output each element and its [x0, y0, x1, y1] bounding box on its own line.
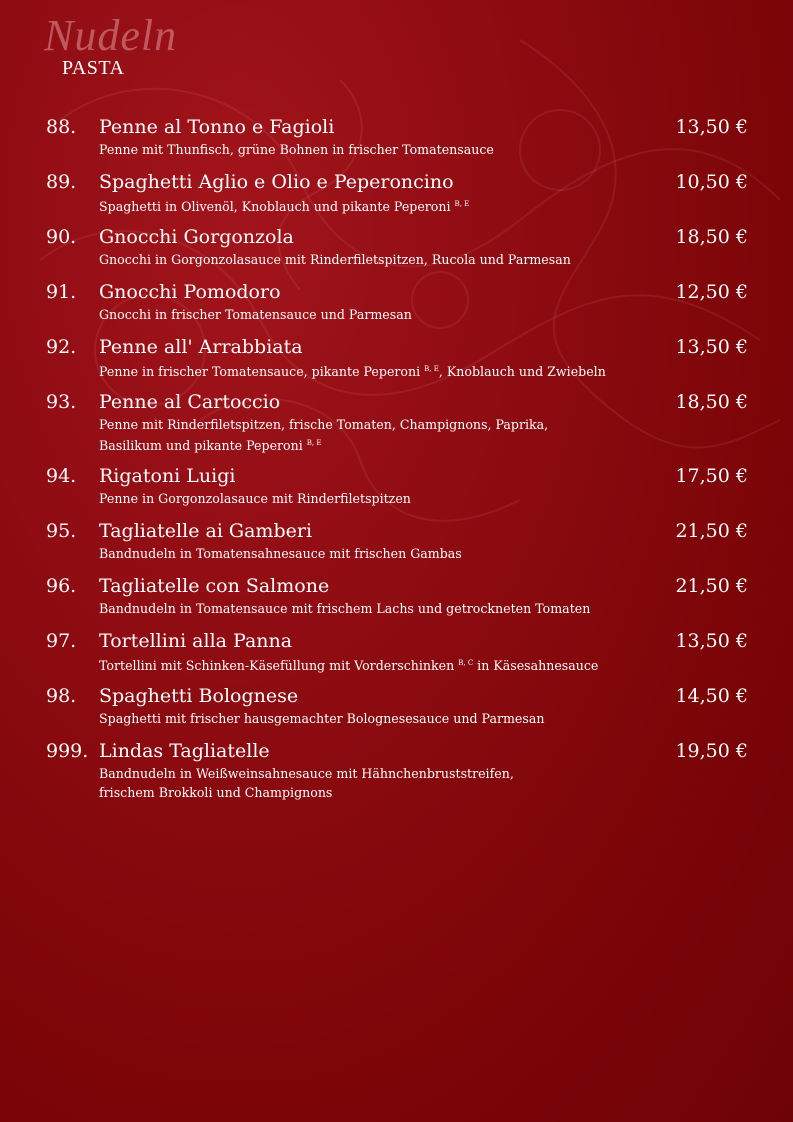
item-price: 21,50 € — [675, 520, 748, 542]
item-number: 90. — [46, 226, 77, 248]
item-description — [99, 415, 679, 455]
item-price: 18,50 € — [675, 226, 748, 248]
item-description-text: Bandnudeln in Tomatensahnesauce mit frischen Gambas — [99, 546, 462, 561]
item-description-text: in Käsesahnesauce — [473, 658, 599, 674]
item-price: 19,50 € — [675, 740, 748, 762]
item-number: 999. — [46, 740, 89, 762]
item-description-text: Bandnudeln in Tomatensauce mit frischem Lachs und getrockneten Tomaten — [99, 601, 591, 616]
item-name: Penne al Cartoccio — [99, 391, 281, 413]
item-number: 96. — [46, 575, 77, 597]
item-name: Spaghetti Aglio e Olio e Peperoncino — [99, 171, 454, 193]
item-description-text: Basilikum und pikante Peperoni — [99, 438, 303, 454]
item-name: Tagliatelle ai Gamberi — [99, 520, 313, 542]
item-number: 91. — [46, 281, 77, 303]
item-name: Penne all' Arrabbiata — [99, 336, 303, 358]
item-description — [99, 195, 679, 216]
item-name: Spaghetti Bolognese — [99, 685, 299, 707]
item-number: 94. — [46, 465, 77, 487]
item-description-text: Penne mit Thunfisch, grüne Bohnen in frischer Tomatensauce — [99, 142, 494, 157]
item-description — [99, 709, 679, 728]
item-number: 92. — [46, 336, 77, 358]
item-price: 13,50 € — [675, 630, 748, 652]
item-price: 10,50 € — [675, 171, 748, 193]
item-description — [99, 250, 679, 269]
item-number: 89. — [46, 171, 77, 193]
item-name: Gnocchi Gorgonzola — [99, 226, 294, 248]
item-description-text: Penne in frischer Tomatensauce, pikante Peperoni — [99, 364, 421, 380]
script-title: Nudeln — [44, 11, 178, 60]
item-name: Penne al Tonno e Fagioli — [99, 116, 335, 138]
item-description-text: Spaghetti in Olivenöl, Knoblauch und pikante Peperoni — [99, 199, 451, 215]
item-description-text: Penne in Gorgonzolasauce mit Rinderfiletspitzen — [99, 491, 411, 506]
item-name: Gnocchi Pomodoro — [99, 281, 281, 303]
item-name: Tagliatelle con Salmone — [99, 575, 330, 597]
item-price: 21,50 € — [675, 575, 748, 597]
item-number: 98. — [46, 685, 77, 707]
item-description-text: , Knoblauch und Zwiebeln — [438, 364, 606, 380]
item-price: 14,50 € — [675, 685, 748, 707]
item-price: 12,50 € — [675, 281, 748, 303]
item-price: 13,50 € — [675, 336, 748, 358]
section-title: PASTA — [62, 57, 125, 79]
item-name: Rigatoni Luigi — [99, 465, 236, 487]
item-description-text: Gnocchi in Gorgonzolasauce mit Rinderfiletspitzen, Rucola und Parmesan — [99, 252, 571, 267]
item-description-text: frischem Brokkoli und Champignons — [99, 785, 333, 800]
item-description-text: Spaghetti mit frischer hausgemachter Bolognesesauce und Parmesan — [99, 711, 545, 726]
allergen-note: B, E — [424, 365, 439, 373]
item-description — [99, 140, 679, 159]
item-description — [99, 305, 679, 324]
item-number: 95. — [46, 520, 77, 542]
allergen-note: B, E — [454, 200, 470, 208]
item-number: 88. — [46, 116, 77, 138]
item-description-text: Gnocchi in frischer Tomatensauce und Parmesan — [99, 307, 412, 322]
item-description — [99, 544, 679, 563]
item-description-text: Bandnudeln in Weißweinsahnesauce mit Hähnchenbruststreifen, — [99, 766, 514, 781]
item-number: 93. — [46, 391, 77, 413]
item-description — [99, 764, 679, 802]
item-price: 13,50 € — [675, 116, 748, 138]
item-description — [99, 599, 679, 618]
item-price: 18,50 € — [675, 391, 748, 413]
item-price: 17,50 € — [675, 465, 748, 487]
item-name: Tortellini alla Panna — [99, 630, 293, 652]
allergen-note: B, E — [306, 439, 322, 447]
item-name: Lindas Tagliatelle — [99, 740, 270, 762]
item-description — [99, 654, 679, 675]
allergen-note: B, C — [458, 659, 474, 667]
item-number: 97. — [46, 630, 77, 652]
item-description — [99, 489, 679, 508]
item-description — [99, 360, 679, 381]
item-description-text: Tortellini mit Schinken-Käsefüllung mit Vorderschinken — [99, 658, 455, 674]
item-description-text: Penne mit Rinderfiletspitzen, frische Tomaten, Champignons, Paprika, — [99, 417, 549, 432]
